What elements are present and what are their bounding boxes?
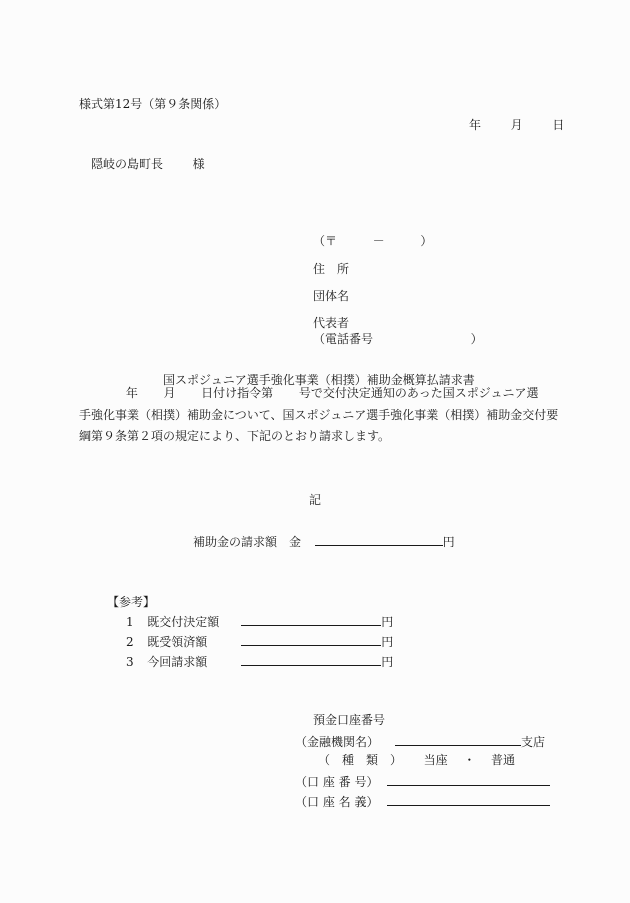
reference-heading: 【参考】: [107, 595, 156, 609]
account-name-field[interactable]: [387, 793, 550, 806]
claim-unit: 円: [442, 535, 455, 549]
claim-label: 補助金の請求額 金: [193, 535, 302, 549]
document-title: 国スポジュニア選手強化事業（相撲）補助金概算払請求書: [163, 373, 475, 387]
body-paragraph: [79, 383, 559, 448]
body-month: 月: [163, 386, 176, 400]
reference-item-field[interactable]: [241, 653, 381, 666]
account-type-label: （ 種 類 ）: [318, 753, 403, 767]
account-type-separator: ・: [463, 753, 476, 767]
reference-item-field[interactable]: [241, 613, 381, 626]
body-line-2: 手強化事業（相撲）補助金について、国スポジュニア選手強化事業（相撲）補助金交付要: [79, 407, 559, 422]
phone-label: （電話番号: [313, 332, 374, 346]
bank-institution-label: （金融機関名）: [295, 735, 380, 749]
reference-item-unit: 円: [381, 635, 394, 649]
addressee-name: 隠岐の島町長: [91, 157, 164, 171]
reference-item-label: 既受領済額: [147, 635, 208, 649]
body-line-1: [79, 383, 554, 405]
date-month-label: 月: [510, 118, 523, 132]
postal-dash: －: [372, 234, 385, 248]
representative-label: 代表者: [313, 316, 350, 330]
account-type-line: [318, 753, 515, 767]
reference-item: [126, 633, 393, 649]
reference-item-number: 1: [126, 615, 134, 629]
bank-institution-line: [295, 733, 545, 749]
addressee-honorific: 様: [192, 157, 205, 171]
account-number-label: （口 座 番 号）: [295, 775, 379, 789]
account-type-current[interactable]: 当座: [423, 753, 448, 767]
body-year: 年: [125, 386, 138, 400]
claim-amount-line: [193, 533, 455, 549]
addressee: [91, 157, 205, 171]
account-type-ordinary[interactable]: 普通: [491, 753, 516, 767]
body-text-b: 号で交付決定通知のあった国スポジュニア選: [298, 386, 539, 400]
account-name-line: [295, 793, 550, 809]
postal-close: ）: [420, 234, 433, 248]
claim-amount-field[interactable]: [315, 533, 443, 546]
bank-institution-field[interactable]: [395, 733, 521, 746]
body-text-a: 日付け指令第: [201, 386, 274, 400]
bank-heading: 預金口座番号: [313, 713, 386, 727]
date-day-label: 日: [552, 118, 565, 132]
date-line: [469, 118, 564, 132]
reference-item: [126, 613, 393, 629]
date-year-label: 年: [469, 118, 482, 132]
account-number-field[interactable]: [387, 773, 550, 786]
reference-item-number: 2: [126, 635, 134, 649]
ki-heading: 記: [309, 493, 322, 507]
body-line-3: 綱第９条第２項の規定により、下記のとおり請求します。: [79, 429, 391, 443]
reference-item-label: 今回請求額: [147, 655, 208, 669]
phone-close: ）: [470, 332, 483, 346]
reference-item-unit: 円: [381, 655, 394, 669]
address-label: 住 所: [313, 262, 350, 276]
reference-item-field[interactable]: [241, 633, 381, 646]
reference-item: [126, 653, 393, 669]
phone-line: [313, 332, 483, 346]
account-name-label: （口 座 名 義）: [295, 795, 379, 809]
form-number: 様式第12号（第９条関係）: [79, 97, 227, 111]
bank-branch-suffix: 支店: [521, 735, 546, 749]
postal-code-line: [313, 234, 432, 248]
reference-item-unit: 円: [381, 615, 394, 629]
reference-item-number: 3: [126, 655, 134, 669]
postal-open: （〒: [313, 234, 338, 248]
reference-item-label: 既交付決定額: [147, 615, 220, 629]
account-number-line: [295, 773, 550, 789]
organization-label: 団体名: [313, 289, 350, 303]
